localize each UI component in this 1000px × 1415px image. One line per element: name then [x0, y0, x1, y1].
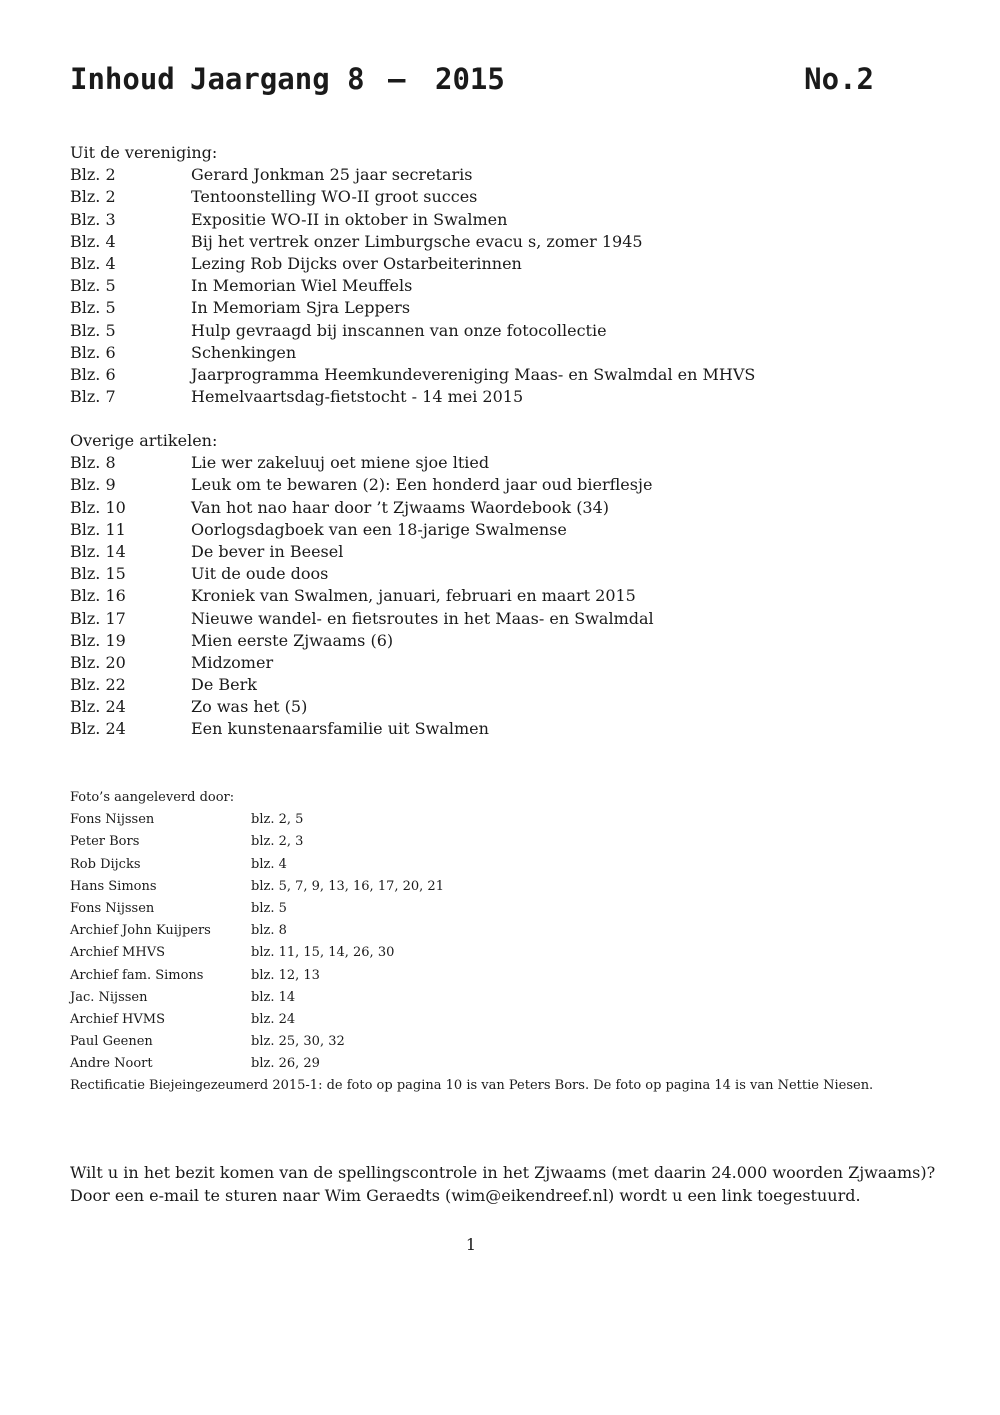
- toc-article-title: Lezing Rob Dijcks over Ostarbeiterinnen: [191, 253, 522, 273]
- photo-credit-name: Rob Dijcks: [70, 856, 141, 872]
- toc-entry: [70, 541, 930, 563]
- toc-page-ref: Blz. 6: [70, 364, 116, 384]
- toc-article-title: Nieuwe wandel- en fietsroutes in het Maas- en Swalmdal: [191, 608, 654, 628]
- other-articles-section: [70, 430, 930, 741]
- toc-page-ref: Blz. 17: [70, 608, 126, 628]
- page-number: 1: [465, 1235, 477, 1254]
- toc-entry: [70, 474, 930, 496]
- year-label: 2015: [435, 62, 505, 96]
- toc-article-title: De Berk: [191, 675, 257, 695]
- photo-credit-row: [70, 831, 950, 853]
- toc-article-title: In Memoriam Sjra Leppers: [191, 298, 411, 318]
- photo-credit-name: Archief MHVS: [70, 945, 165, 961]
- other-articles-list: [70, 452, 930, 740]
- toc-page-ref: Blz. 24: [70, 719, 126, 739]
- toc-page-ref: Blz. 8: [70, 453, 116, 473]
- toc-article-title: Kroniek van Swalmen, januari, februari en maart 2015: [191, 586, 636, 606]
- photo-credit-name: Jac. Nijssen: [70, 989, 148, 1005]
- toc-page-ref: Blz. 15: [70, 564, 126, 584]
- photo-credit-row: [70, 942, 950, 964]
- toc-entry: [70, 630, 930, 652]
- photo-credit-name: Fons Nijssen: [70, 900, 155, 916]
- toc-entry: [70, 386, 930, 408]
- photo-credit-name: Archief fam. Simons: [70, 967, 204, 983]
- toc-article-title: Van hot nao haar door ’t Zjwaams Waordebook (34): [191, 497, 610, 517]
- title-dash: –: [388, 62, 406, 96]
- toc-article-title: Jaarprogramma Heemkundevereniging Maas- en Swalmdal en MHVS: [191, 364, 756, 384]
- toc-entry: [70, 342, 930, 364]
- toc-article-title: Tentoonstelling WO-II groot succes: [191, 187, 478, 207]
- photo-credit-pages: blz. 4: [251, 856, 287, 872]
- toc-entry: [70, 608, 930, 630]
- toc-article-title: Uit de oude doos: [191, 564, 329, 584]
- toc-article-title: Oorlogsdagboek van een 18-jarige Swalmense: [191, 519, 567, 539]
- toc-article-title: Leuk om te bewaren (2): Een honderd jaar oud bierflesje: [191, 475, 653, 495]
- toc-page-ref: Blz. 5: [70, 298, 116, 318]
- toc-page-ref: Blz. 5: [70, 276, 116, 296]
- photo-credit-pages: blz. 24: [251, 1011, 296, 1027]
- toc-entry: [70, 718, 930, 740]
- toc-article-title: Gerard Jonkman 25 jaar secretaris: [191, 165, 473, 185]
- photo-credit-pages: blz. 5: [251, 900, 287, 916]
- toc-entry: [70, 209, 930, 231]
- photo-credit-pages: blz. 2, 3: [251, 834, 304, 850]
- title-word: Inhoud: [70, 62, 175, 96]
- toc-page-ref: Blz. 5: [70, 320, 116, 340]
- toc-entry: [70, 253, 930, 275]
- photo-credit-pages: blz. 5, 7, 9, 13, 16, 17, 20, 21: [251, 878, 444, 894]
- page-title: [70, 62, 874, 102]
- toc-page-ref: Blz. 10: [70, 497, 126, 517]
- notice-line: Door een e-mail te sturen naar Wim Geraedts (wim@eikendreef.nl) wordt u een link toegestuurd.: [70, 1186, 861, 1205]
- photo-credit-pages: blz. 14: [251, 989, 296, 1005]
- toc-article-title: Bij het vertrek onzer Limburgsche evacu s, zomer 1945: [191, 231, 643, 251]
- toc-entry: [70, 585, 930, 607]
- toc-entry: [70, 164, 930, 186]
- toc-entry: [70, 563, 930, 585]
- photo-credit-name: Archief John Kuijpers: [70, 923, 211, 939]
- toc-entry: [70, 275, 930, 297]
- toc-entry: [70, 364, 930, 386]
- toc-entry: [70, 519, 930, 541]
- rectification-note: Rectificatie Biejeingezeumerd 2015-1: de foto op pagina 10 is van Peters Bors. De foto op pagina 14 is van Nettie Niesen.: [70, 1078, 874, 1094]
- other-articles-heading: Overige artikelen:: [70, 431, 218, 450]
- photo-credit-row: [70, 809, 950, 831]
- toc-page-ref: Blz. 4: [70, 253, 116, 273]
- toc-page-ref: Blz. 9: [70, 475, 116, 495]
- photo-credit-pages: blz. 8: [251, 923, 287, 939]
- toc-entry: [70, 674, 930, 696]
- photo-credit-row: [70, 920, 950, 942]
- toc-article-title: Midzomer: [191, 652, 274, 672]
- toc-page-ref: Blz. 2: [70, 165, 116, 185]
- toc-article-title: Expositie WO-II in oktober in Swalmen: [191, 209, 508, 229]
- photo-credits-heading: Foto’s aangeleverd door:: [70, 790, 235, 805]
- toc-page-ref: Blz. 20: [70, 652, 126, 672]
- toc-article-title: De bever in Beesel: [191, 541, 344, 561]
- photo-credit-name: Andre Noort: [70, 1056, 153, 1072]
- notice-line: Wilt u in het bezit komen van de spellingscontrole in het Zjwaams (met daarin 24.000 woorden Zjwaams)?: [70, 1163, 936, 1182]
- toc-article-title: Lie wer zakeluuj oet miene sjoe ltied: [191, 453, 490, 473]
- toc-page-ref: Blz. 6: [70, 342, 116, 362]
- association-list: [70, 164, 930, 408]
- photo-credit-name: Archief HVMS: [70, 1011, 165, 1027]
- photo-credit-row: [70, 854, 950, 876]
- photo-credit-row: [70, 898, 950, 920]
- toc-entry: [70, 452, 930, 474]
- toc-page-ref: Blz. 24: [70, 697, 126, 717]
- photo-credit-pages: blz. 26, 29: [251, 1056, 320, 1072]
- volume-label: Jaargang 8: [190, 62, 365, 96]
- toc-entry: [70, 497, 930, 519]
- photo-credit-row: [70, 965, 950, 987]
- photo-credit-name: Hans Simons: [70, 878, 157, 894]
- toc-page-ref: Blz. 3: [70, 209, 116, 229]
- toc-entry: [70, 297, 930, 319]
- photo-credit-name: Fons Nijssen: [70, 812, 155, 828]
- toc-article-title: Hemelvaartsdag-fietstocht - 14 mei 2015: [191, 387, 524, 407]
- toc-entry: [70, 652, 930, 674]
- photo-credit-row: [70, 1053, 950, 1075]
- photo-credit-name: Paul Geenen: [70, 1034, 153, 1050]
- issue-number: No.2: [804, 62, 874, 96]
- toc-entry: [70, 231, 930, 253]
- toc-page-ref: Blz. 11: [70, 519, 126, 539]
- toc-entry: [70, 696, 930, 718]
- toc-article-title: In Memorian Wiel Meuffels: [191, 276, 413, 296]
- toc-article-title: Een kunstenaarsfamilie uit Swalmen: [191, 719, 489, 739]
- toc-article-title: Zo was het (5): [191, 697, 308, 717]
- toc-entry: [70, 186, 930, 208]
- toc-article-title: Schenkingen: [191, 342, 297, 362]
- photo-credit-pages: blz. 12, 13: [251, 967, 320, 983]
- association-heading: Uit de vereniging:: [70, 143, 218, 162]
- toc-page-ref: Blz. 7: [70, 387, 116, 407]
- toc-page-ref: Blz. 22: [70, 675, 126, 695]
- toc-page-ref: Blz. 19: [70, 630, 126, 650]
- spellcheck-notice: [70, 1161, 950, 1207]
- photo-credit-row: [70, 987, 950, 1009]
- toc-entry: [70, 320, 930, 342]
- toc-page-ref: Blz. 4: [70, 231, 116, 251]
- toc-article-title: Hulp gevraagd bij inscannen van onze fotocollectie: [191, 320, 607, 340]
- toc-page-ref: Blz. 16: [70, 586, 126, 606]
- photo-credit-pages: blz. 11, 15, 14, 26, 30: [251, 945, 395, 961]
- association-section: [70, 142, 930, 408]
- toc-page-ref: Blz. 14: [70, 541, 126, 561]
- photo-credits-section: [70, 787, 950, 1098]
- photo-credit-row: [70, 876, 950, 898]
- toc-article-title: Mien eerste Zjwaams (6): [191, 630, 394, 650]
- photo-credit-row: [70, 1031, 950, 1053]
- photo-credit-name: Peter Bors: [70, 834, 140, 850]
- photo-credits-list: [70, 809, 950, 1075]
- toc-page-ref: Blz. 2: [70, 187, 116, 207]
- photo-credit-row: [70, 1009, 950, 1031]
- photo-credit-pages: blz. 2, 5: [251, 812, 304, 828]
- photo-credit-pages: blz. 25, 30, 32: [251, 1034, 345, 1050]
